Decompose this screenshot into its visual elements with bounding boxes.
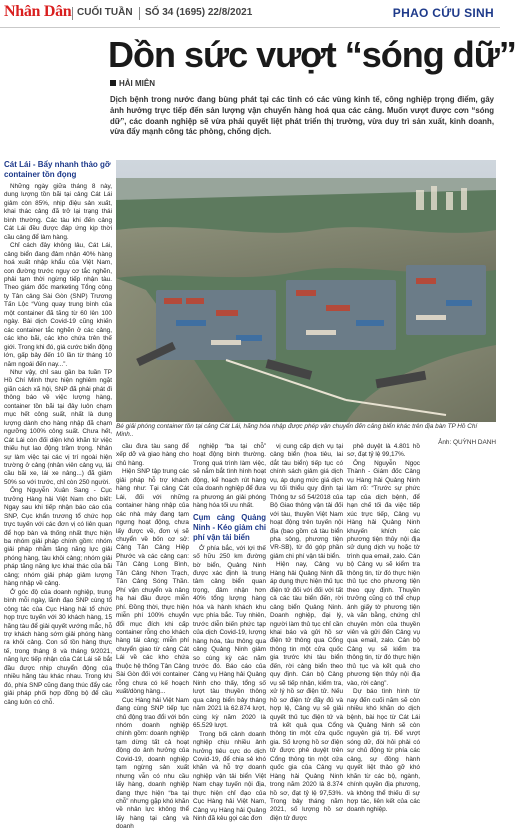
paragraph: phê duyệt là 4.801 hồ sơ, đạt tỷ lệ 99,17%. xyxy=(347,443,420,459)
paragraph: Cục Hàng hải Việt Nam đang cùng SNP tiếp tục chủ động trao đổi với bốn nhóm doanh nghiệp chính gồm: doanh nghiệp tạm dừng tất cả hoạt động do ảnh hưởng của Covid-19, doanh nghiệp tạm ngừng sản xuất nhưng vẫn có nhu cầu lấy hàng, doanh nghiệp đang thực hiện “ba tại chỗ” nhưng gặp khó khăn về nhân lực không thể lấy hàng tại cảng và doanh xyxy=(116,696,189,831)
article-headline: Dồn sức vượt “sóng dữ” xyxy=(108,34,516,75)
paragraph: vị cung cấp dịch vụ tại cảng biển (hoa tiêu, lai dắt tàu biển) tiếp tục có chính sách giảm giá dịch vụ, áp dụng mức giá dịch vụ tối thiểu quy định tại Thông tư số 54/2018 của Bộ Giao thông vận tải đối với tàu, thuyền Việt Nam hoạt động trên tuyến nội địa (bao gồm cả tàu biển pha sông, phương tiện VR-SB), từ đó góp phần giảm chi phí vận tải biển. xyxy=(270,443,343,560)
byline-square-icon xyxy=(110,80,116,86)
body-column-5 xyxy=(347,443,420,814)
paragraph: Ở phía bắc, với lợi thế số hữu 250 km đường bờ biển, Quảng Ninh được xác định là trung tâm cảng biển quan trọng, đảm nhận hơn 40% tổng lượng hàng hóa và hành khách khu vực phía bắc. Tuy nhiên, trước diễn biến phức tạp của dịch Covid-19, lượng hàng hóa, tàu thông qua cảng Quảng Ninh giảm so cùng kỳ các năm trước đó. Báo cáo của Cảng vụ Hàng hải Quảng Ninh cho thấy, tổng số lượt tàu thuyền thông qua cảng biển bảy tháng năm 2021 là 62.874 lượt, cùng kỳ năm 2020 là 65.529 lượt. xyxy=(193,544,266,730)
paragraph: cầu đưa tàu sang để xếp dỡ và giao hàng cho chủ hàng. xyxy=(116,443,189,467)
paragraph: Ông Nguyễn Ngọc Thành - Giám đốc Cảng vụ Hàng hải Quảng Ninh làm rõ: “Trước sự phức tạp của dịch bệnh, để hạn chế tối đa việc tiếp xúc trực tiếp, Cảng vụ Hàng hải Quảng Ninh khuyến khích các phương tiện thủy nội địa sử dụng dịch vụ hoặc tờ trình qua email, zalo. Cán bộ Cảng vụ sẽ kiểm tra thông tin, từ đó thực hiện thủ tục cho phương tiện theo quy định. Thuyền trưởng cũng có thể chụp ảnh giấy tờ phương tiện và văn bằng, chứng chỉ chuyên môn của thuyền viên và gửi đến Cảng vụ qua email, zalo. Cán bộ Cảng vụ sẽ kiểm tra thông tin, từ đó thực hiện thủ tục và kết quả cho phương tiện thủy nội địa vào, rời cảng”. xyxy=(347,459,420,687)
section-title: PHAO CỨU SINH xyxy=(392,6,494,20)
newspaper-logo: Nhân Dân xyxy=(4,3,72,20)
body-column-3 xyxy=(193,443,266,823)
masthead xyxy=(0,0,500,28)
left-column xyxy=(4,160,112,720)
photo-credit: Ảnh: QUỲNH DANH xyxy=(438,439,496,446)
left-body xyxy=(4,183,112,707)
byline xyxy=(110,79,155,88)
paragraph: nghiệp “ba tại chỗ” hoạt động bình thường. Trong quá trình làm việc, sẽ nắm bắt tình hình hoạt động, kế hoạch rút hàng của doanh nghiệp để đưa ra phương án giải phóng hàng hóa tối ưu nhất. xyxy=(193,443,266,510)
paragraph: Ông Nguyễn Xuân Sang - Cục trưởng Hàng hải Việt Nam cho biết: Ngay sau khi tiếp nhận báo cáo của SNP, Cục khẩn trương tổ chức họp trực tuyến với các đơn vị có liên quan để họp bàn và thống nhất thực hiện ba nhóm giải pháp chính gồm: nhóm giải pháp nhằm tăng năng lực giải phóng hàng, tàu khỏi cảng; nhóm giải pháp tăng năng lực khai thác của bãi cảng; nhóm giải pháp giảm lượng hàng nhập về cảng. xyxy=(4,487,112,588)
paragraph: Hiện nay, Cảng vụ Hàng hải Quảng Ninh đã áp dụng thực hiện thủ tục điện tử đối với đối với tất cả các tàu biển đến, rời cảng biển Quảng Ninh. Doanh nghiệp, đại lý, người làm thủ tục chỉ cần khai báo và gửi hồ sơ điện tử thông qua Cổng thông tin một cửa quốc gia trước khi tàu biển đến, rời cảng biển theo quy định. Cán bộ Cảng vụ sẽ tiếp nhận, kiểm tra, xử lý hồ sơ điện tử. Nếu hồ sơ điện tử đầy đủ và hợp lệ, Cảng vụ sẽ giải quyết thủ tục điện tử và trả kết quả qua Cổng thông tin một cửa quốc gia. Số lượng hồ sơ điện tử được phê duyệt trên Cổng thông tin một cửa quốc gia của Cảng vụ Hàng hải Quảng Ninh trong năm 2020 là 8.374 hồ sơ, đạt tỷ lệ 97,53%. Trong bảy tháng năm 2021, số lượng hồ sơ điện tử được xyxy=(270,561,343,822)
subheading-quang-ninh: Cụm cảng Quảng Ninh - Kéo giảm chi phí vận tải biển xyxy=(193,512,266,542)
subheading-cat-lai: Cát Lái - Bẩy nhanh thảo gỡ container tồn đọng xyxy=(4,160,111,179)
paragraph: Như vậy, chỉ sau gần ba tuần TP Hồ Chí Minh thực hiện nghiêm ngặt giãn cách xã hội, SNP đã phải phát đi thông báo về việc lượng hàng, container tồn bãi tại đây luôn chạm mục hết công suất, nhất là dung lượng dành cho hàng nhập đã chạm ngưỡng 100% công suất. Chưa hết, Cát Lái còn đối diện khó khăn từ việc thiếu hụt lao động trầm trọng. Nhân sự làm việc tại các vị trí ngoài hiện trường ở cảng (nhân viên cảng vụ, lái cầu bãi xe, lái xe nâng...) đã giảm 50% so với trước, chỉ còn 250 người. xyxy=(4,368,112,486)
author-name: HẢI MIÊN xyxy=(119,79,155,88)
body-column-2 xyxy=(116,443,189,831)
paragraph: Những ngày giữa tháng 8 này, dung lượng tồn bãi tại cảng Cát Lái giảm còn 85%, nhịp điệu sản xuất, khai thác cảng đã trở lại trạng thái bình thường. Các tàu khi đến cảng Cát Lái đều được đáp ứng kịp thời cầu cảng để làm hàng. xyxy=(4,183,112,241)
divider xyxy=(139,7,140,20)
paragraph: Hiện SNP tập trung các giải pháp hỗ trợ khách hàng như: Tại cảng Cát Lái, đối với những container hàng nhập của các nhà máy đang tạm ngưng hoạt động, chưa lấy được về, đơn vị sẽ chuyển về bốn cơ sở: Cảng Tân Cảng Hiệp Phước và các cảng cạn: Tân Cảng Long Bình, Tân Cảng Nhơn Trạch, Tân Cảng Sóng Thần. Phí vận chuyển và nâng hạ hai đầu được miễn phí. Đồng thời, thực hiện miễn phí 100% chuyển đổi mục đích khi cấp container rỗng cho khách hàng tái cảng; miễn phí chuyển giao từ cảng Cát Lái về các kho chứa thuộc hệ thống Tân Cảng Sài Gòn đối với container rỗng chưa có kế hoạch xuất/dòng hàng... xyxy=(116,468,189,696)
body-column-4 xyxy=(270,443,343,822)
paragraph: Dự báo tình hình từ nay đến cuối năm sẽ còn nhiều khó khăn do dịch bệnh, bài học từ Cát Lái và Quảng Ninh sẽ còn nguyên giá trị. Để vượt sóng dữ, đòi hỏi phải có sự chủ động từ phía các cảng, sự đồng hành quyết liệt thảo gỡ khó khăn từ các bộ, ngành, chính quyền địa phương, và không thể thiếu đi sự hợp tác, liên kết của các doanh nghiệp. xyxy=(347,688,420,814)
issue-number: SỐ 34 (1695) 22/8/2021 xyxy=(145,7,253,18)
port-aerial-image xyxy=(116,160,496,422)
divider xyxy=(72,7,73,20)
caption-text: Bé giải phóng container tồn tại cảng Cát Lái, hãng hóa nhập được phép vận chuyển đến cảng biển khác trên địa bàn TP Hồ Chí Minh.. xyxy=(116,423,478,438)
article-lead: Dịch bệnh trong nước đang bùng phát tại các tỉnh có các vùng kinh tế, công nghiệp trọng điểm, gây ảnh hưởng trực tiếp đến sản lượng vận chuyển hàng hoá qua các cảng. Muốn vượt được cơn “sóng dữ”, các doanh nghiệp sẽ vừa phải quyết liệt phát triển thị trường, vừa duy trì sản xuất, kinh doanh, vừa đẩy mạnh công tác phòng, chống dịch. xyxy=(110,95,494,137)
paragraph: Ở góc độ của doanh nghiệp, trung bình mỗi ngày, lãnh đạo SNP cùng tổ công tác của Cục Hàng hải tổ chức họp trực tuyến với 30 khách hàng, 15 hãng tàu để giải quyết vướng mắc, hỗ trợ khách hàng sớm giải phóng hàng ra khỏi cảng. Con số tồn hàng thực tế, trong tháng 8 và tháng 9/2021, năng lực tiếp nhận của Cát Lái sẽ bắt đầu được nhịp chuyển động của nhiều hãng tàu khác nhau. Trong khi đó, phía SNP cũng đang thúc đẩy các giải pháp phối hợp đồng bộ để cầu cảng luôn có chỗ. xyxy=(4,588,112,706)
paragraph: Trong bối cảnh doanh nghiệp chịu nhiều ảnh hưởng tiêu cực do dịch Covid-19, để chia sẻ khó khăn và hỗ trợ doanh nghiệp vận tải biển Việt Nam chạy tuyến nội địa, thực hiện chỉ đạo của Cục Hàng hải Việt Nam, Cảng vụ Hàng hải Quảng Ninh đã kêu gọi các đơn xyxy=(193,730,266,823)
port-aerial-photo xyxy=(116,160,496,422)
supplement-label: CUỐI TUẦN xyxy=(77,7,133,18)
paragraph: Chỉ cách đây không lâu, Cát Lái, cảng biển đang đảm nhận 40% hàng hoá xuất nhập khẩu của Việt Nam, con đường trước nguy cơ tắc nghẽn, phải tạm thời ngừng tiếp nhận tàu. Theo giám đốc marketing Tổng công ty Tân cảng Sài Gòn (SNP) Trương Tấn Lộc “Vùng quay trung bình của một container đã tăng từ 60 lên 100 ngày. Bài dịch Covid-19 cũng khiến các container tắc nghẽn ở các cảng, các kho bãi, các kho chứa trên thế giới. Trong khi đó, giá cước biển động lớn, gấp bảy đến 10 lần từ tháng 10 năm ngoái đến nay...”. xyxy=(4,242,112,368)
